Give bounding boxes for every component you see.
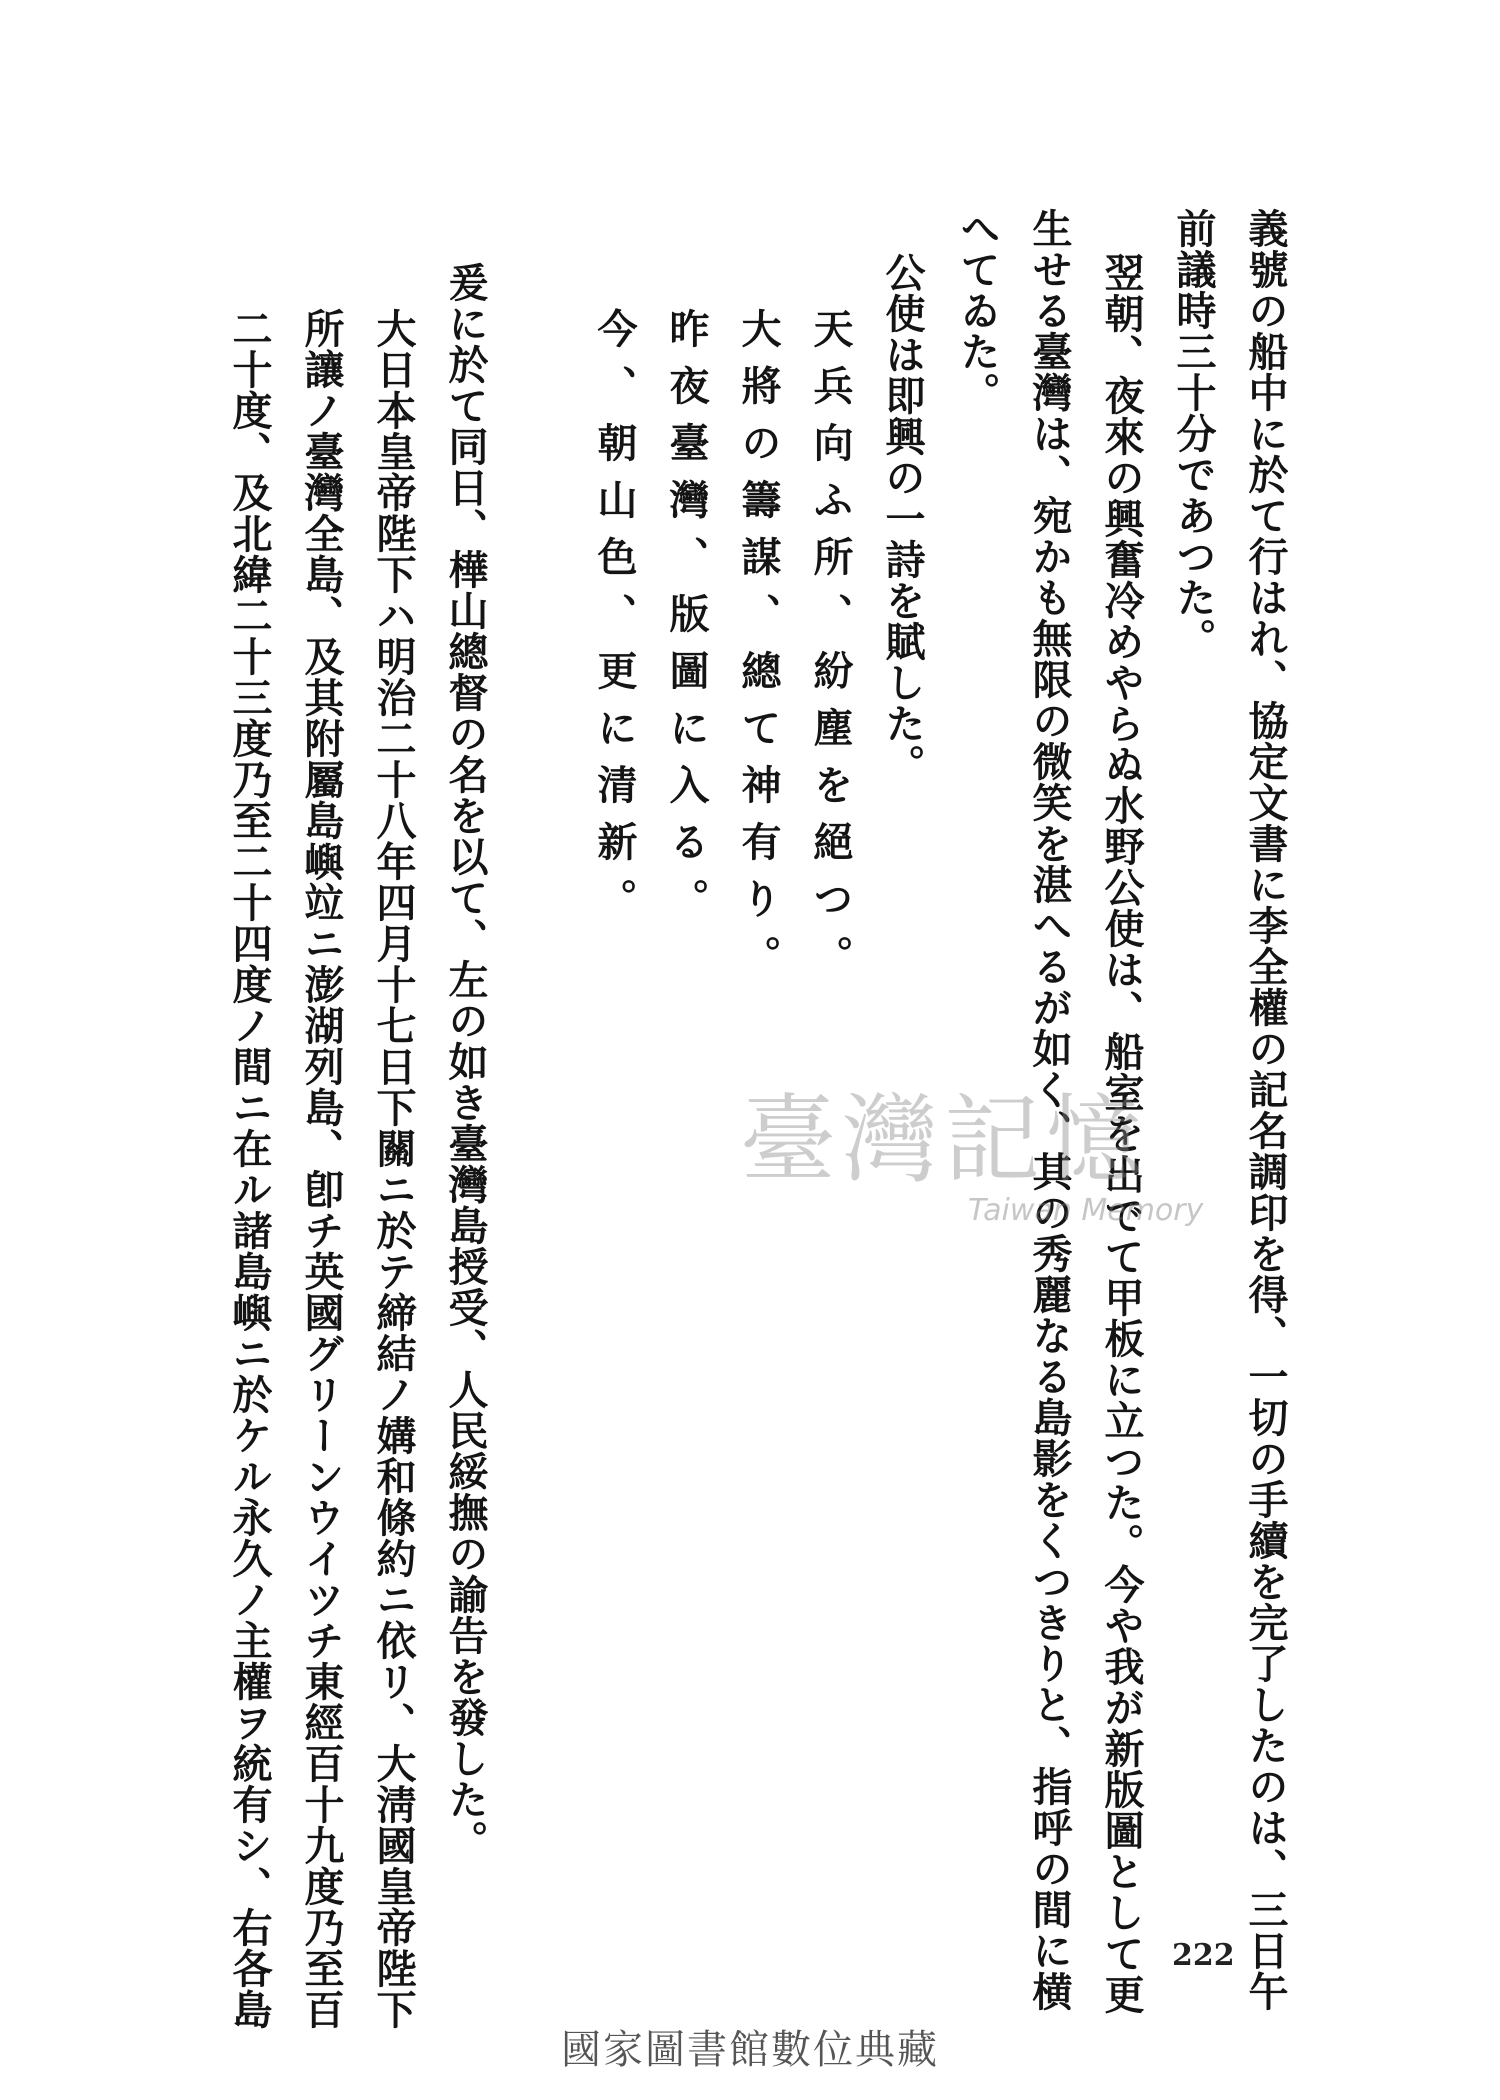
text-column-2: 前議時三十分であつた。 bbox=[1170, 208, 1217, 659]
text-column-5: へてゐた。 bbox=[954, 208, 1001, 413]
text-column-6: 公使は即興の一詩を賦した。 bbox=[879, 252, 926, 785]
text-column-12: 大日本皇帝陛下ハ明治二十八年四月十七日下關ニ於テ締結ノ媾和條約ニ依リ、大淸國皇帝陛下 bbox=[370, 308, 417, 2030]
page-number: 222 bbox=[1172, 1938, 1235, 1973]
text-column-4: 生せる臺灣は、宛かも無限の微笑を湛へるが如く、其の秀麗なる島影をくつきりと、指呼の間に横 bbox=[1026, 208, 1073, 2012]
poem-line-2: 大將の籌謀、總て神有り。 bbox=[735, 308, 782, 992]
poem-line-1: 天兵向ふ所、紛塵を絕つ。 bbox=[807, 308, 854, 992]
text-column-11: 爰に於て同日、樺山總督の名を以て、左の如き臺灣島授受、人民綏撫の諭告を發した。 bbox=[442, 262, 489, 1861]
text-column-14: 二十度、及北緯二十三度乃至二十四度ノ間ニ在ル諸島嶼ニ於ケル永久ノ主權ヲ統有シ、右各島 bbox=[226, 308, 273, 2030]
text-column-3: 翌朝、夜來の興奮冷めやらぬ水野公使は、船室を出でて甲板に立つた。今や我が新版圖として更 bbox=[1098, 252, 1145, 2015]
text-column-13: 所讓ノ臺灣全島、及其附屬島嶼竝ニ澎湖列島、卽チ英國グリーンウイツチ東經百十九度乃至百 bbox=[298, 308, 345, 2030]
poem-line-4: 今、朝山色、更に清新。 bbox=[591, 308, 638, 935]
library-footer: 國家圖書館數位典藏 bbox=[561, 2027, 939, 2073]
watermark-title: 臺灣記憶 bbox=[740, 1084, 1148, 1196]
text-column-1: 義號の船中に於て行はれ、協定文書に李全權の記名調印を得、一切の手續を完了したのは、三日午 bbox=[1242, 208, 1289, 2012]
watermark-subtitle: Taiwan Memory bbox=[968, 1193, 1204, 1228]
poem-line-3: 昨夜臺灣、版圖に入る。 bbox=[663, 308, 710, 935]
